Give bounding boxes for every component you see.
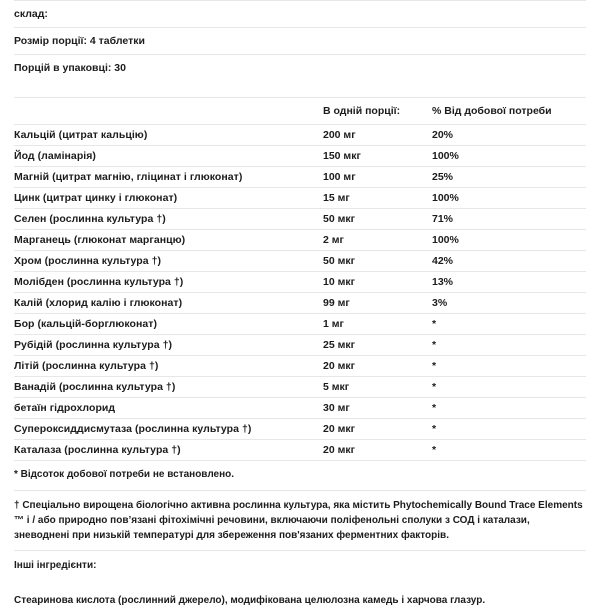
nutrient-name: Літій (рослинна культура †) [14,360,159,372]
nutrient-amount: 20 мкг [323,360,355,372]
nutrient-amount: 99 мг [323,297,350,309]
nutrient-daily-value: * [432,360,437,372]
header-daily-value: % Від добової потреби [432,105,552,117]
nutrient-name: Цинк (цитрат цинку і глюконат) [14,192,178,204]
nutrient-name: Ванадій (рослинна культура †) [14,381,176,393]
nutrient-amount: 20 мкг [323,444,355,456]
nutrient-name: Хром (рослинна культура †) [14,255,162,267]
nutrient-name: Калій (хлорид калію і глюконат) [14,297,183,309]
nutrient-name: Молібден (рослинна культура †) [14,276,184,288]
nutrient-daily-value: * [432,423,437,435]
table-row [14,166,586,187]
nutrient-name: Марганець (глюконат марганцю) [14,234,186,246]
table-row [14,355,586,376]
nutrient-amount: 5 мкг [323,381,350,393]
nutrient-rows-container [14,124,586,460]
nutrient-amount: 25 мкг [323,339,355,351]
table-row [14,250,586,271]
table-row [14,439,586,460]
nutrient-amount: 15 мг [323,192,350,204]
nutrient-name: Супероксиддисмутаза (рослинна культура †) [14,423,252,435]
nutrient-name: Йод (ламінарія) [14,150,96,162]
footnote-dagger: † Спеціально вирощена біологічно активна рослинна культура, яка містить Phytochemically Bound Trace Elements ™ і / або природно пов’язані фітохімічні речовини, включаючи поліфенольні сполуки з СОД і каталази, зневоднені при низькій температурі для збереження пов'язаних ферментних факторів. [14,490,586,550]
nutrient-daily-value: * [432,402,437,414]
nutrient-amount: 2 мг [323,234,344,246]
other-ingredients-label: Інші інгредієнти: [14,559,97,571]
servings-per-container-row: Порцій в упаковці: 30 [14,54,586,81]
nutrient-amount: 50 мкг [323,213,355,225]
nutrient-daily-value: 100% [432,192,459,204]
table-row [14,418,586,439]
nutrient-daily-value: 42% [432,255,454,267]
nutrient-name: Рубідій (рослинна культура †) [14,339,173,351]
table-row [14,376,586,397]
table-row [14,313,586,334]
table-row [14,271,586,292]
other-ingredients-text: Стеаринова кислота (рослинний джерело), модифікована целюлозна камедь і харчова глазур. [14,594,486,606]
table-row [14,292,586,313]
nutrient-daily-value: 71% [432,213,454,225]
nutrient-daily-value: 100% [432,150,459,162]
nutrient-amount: 50 мкг [323,255,355,267]
table-row [14,397,586,418]
nutrient-name: Селен (рослинна культура †) [14,213,166,225]
nutrient-daily-value: * [432,339,437,351]
nutrient-amount: 100 мг [323,171,356,183]
nutrient-daily-value: 13% [432,276,454,288]
serving-size-row: Розмір порції: 4 таблетки [14,27,586,54]
nutrient-name: Кальцій (цитрат кальцію) [14,129,148,141]
table-row [14,208,586,229]
nutrient-name: Бор (кальцій-борглюконат) [14,318,157,330]
section-gap [14,81,586,97]
nutrient-daily-value: * [432,444,437,456]
table-row [14,229,586,250]
supplement-facts-title: склад: [14,0,586,27]
nutrient-name: Магній (цитрат магнію, гліцинат і глюконат) [14,171,243,183]
nutrient-daily-value: * [432,381,437,393]
table-header-row [14,97,586,124]
nutrient-amount: 30 мг [323,402,350,414]
nutrient-name: Каталаза (рослинна культура †) [14,444,181,456]
footnote-asterisk: * Відсоток добової потреби не встановлено. [14,460,586,490]
nutrient-amount: 10 мкг [323,276,355,288]
nutrient-daily-value: 20% [432,129,454,141]
nutrient-amount: 1 мг [323,318,344,330]
table-row [14,145,586,166]
table-row [14,187,586,208]
nutrient-daily-value: 25% [432,171,454,183]
header-amount-per-serving: В одній порції: [323,105,401,117]
table-row [14,124,586,145]
nutrient-amount: 150 мкг [323,150,361,162]
nutrient-amount: 20 мкг [323,423,355,435]
nutrient-daily-value: * [432,318,437,330]
nutrient-daily-value: 100% [432,234,459,246]
nutrient-daily-value: 3% [432,297,448,309]
table-row [14,334,586,355]
nutrient-name: бетаїн гідрохлорид [14,402,116,414]
nutrient-amount: 200 мг [323,129,356,141]
